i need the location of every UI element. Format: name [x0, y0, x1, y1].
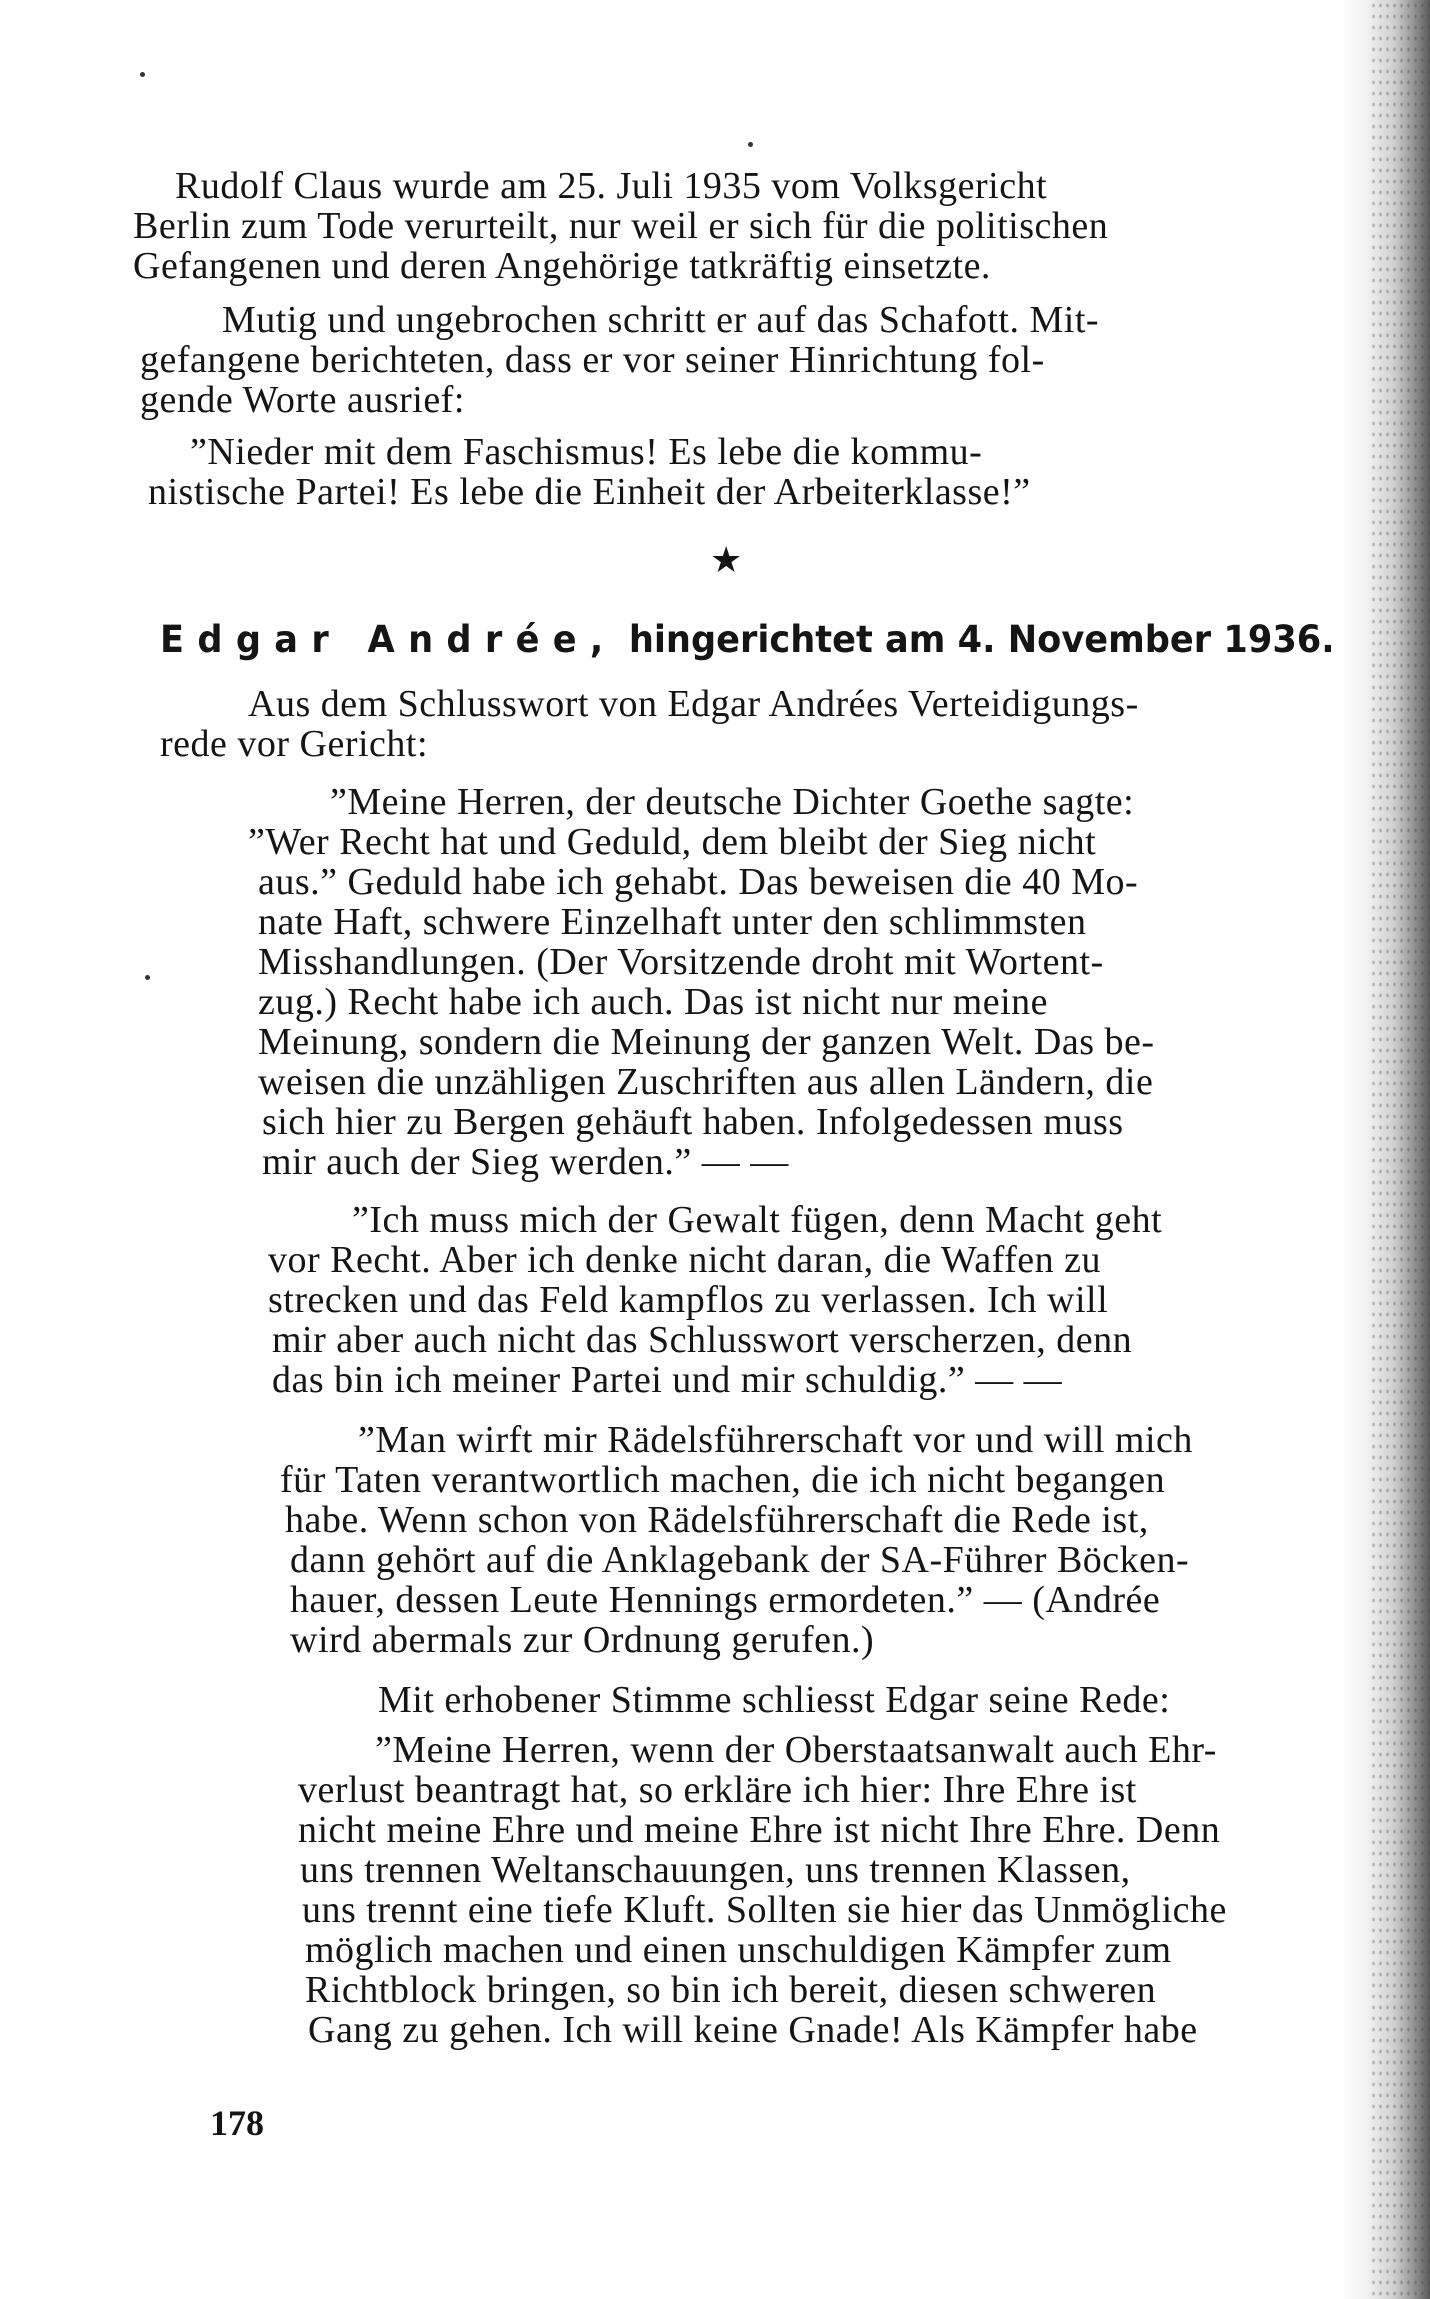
quote-line: sich hier zu Bergen gehäuft haben. Infolgedessen muss	[262, 1101, 1124, 1143]
quote-line: mir auch der Sieg werden.” — —	[262, 1141, 789, 1183]
quote-line: mir aber auch nicht das Schlusswort verscherzen, denn	[272, 1319, 1133, 1361]
quote-line: für Taten verantwortlich machen, die ich nicht begangen	[280, 1459, 1166, 1501]
quote-line: weisen die unzähligen Zuschriften aus allen Ländern, die	[258, 1061, 1154, 1103]
quote-line: hauer, dessen Leute Hennings ermordeten.” — (Andrée	[290, 1579, 1161, 1621]
separator-star: ★	[710, 540, 743, 581]
scan-speck	[748, 142, 753, 147]
quote-line: uns trennt eine tiefe Kluft. Sollten sie hier das Unmögliche	[302, 1889, 1227, 1931]
page-number: 178	[210, 2103, 264, 2143]
section-heading	[160, 620, 1335, 660]
quote-line: ”Wer Recht hat und Geduld, dem bleibt der Sieg nicht	[248, 821, 1097, 863]
quote-line: möglich machen und einen unschuldigen Kämpfer zum	[305, 1929, 1172, 1971]
quote-line: ”Meine Herren, wenn der Oberstaatsanwalt auch Ehr-	[375, 1729, 1217, 1771]
quote-line: ”Meine Herren, der deutsche Dichter Goethe sagte:	[330, 781, 1135, 823]
scan-speck	[145, 975, 150, 980]
quote-line: das bin ich meiner Partei und mir schuldig.” — —	[272, 1359, 1063, 1401]
quote-line: aus.” Geduld habe ich gehabt. Das beweisen die 40 Mo-	[258, 861, 1139, 903]
text-line: gende Worte ausrief:	[140, 379, 465, 421]
text-line: Berlin zum Tode verurteilt, nur weil er sich für die politischen	[133, 205, 1109, 247]
text-line: Aus dem Schlusswort von Edgar Andrées Verteidigungs-	[248, 683, 1139, 725]
quote-line: zug.) Recht habe ich auch. Das ist nicht nur meine	[258, 981, 1049, 1023]
quote-line: ”Ich muss mich der Gewalt fügen, denn Macht geht	[352, 1199, 1163, 1241]
quote-line: nicht meine Ehre und meine Ehre ist nicht Ihre Ehre. Denn	[298, 1809, 1221, 1851]
quote-line: dann gehört auf die Anklagebank der SA-Führer Böcken-	[290, 1539, 1190, 1581]
scan-speck	[140, 72, 145, 77]
quote-line: habe. Wenn schon von Rädelsführerschaft die Rede ist,	[285, 1499, 1149, 1541]
heading-name: Edgar Andrée,	[160, 618, 617, 661]
quote-line: Richtblock bringen, so bin ich bereit, diesen schweren	[305, 1969, 1157, 2011]
quote-line: verlust beantragt hat, so erkläre ich hier: Ihre Ehre ist	[298, 1769, 1137, 1811]
heading-date: hingerichtet am 4. November 1936.	[628, 618, 1335, 661]
text-line: Mutig und ungebrochen schritt er auf das Schafott. Mit-	[222, 299, 1100, 341]
text-line: Mit erhobener Stimme schliesst Edgar seine Rede:	[378, 1679, 1171, 1721]
quote-line: ”Nieder mit dem Faschismus! Es lebe die kommu-	[190, 431, 983, 473]
quote-line: vor Recht. Aber ich denke nicht daran, die Waffen zu	[268, 1239, 1101, 1281]
quote-line: nistische Partei! Es lebe die Einheit der Arbeiterklasse!”	[148, 471, 1031, 513]
quote-line: nate Haft, schwere Einzelhaft unter den schlimmsten	[258, 901, 1087, 943]
quote-line: Gang zu gehen. Ich will keine Gnade! Als Kämpfer habe	[308, 2009, 1198, 2051]
quote-line: wird abermals zur Ordnung gerufen.)	[290, 1619, 875, 1661]
text-line: rede vor Gericht:	[160, 723, 429, 765]
quote-line: strecken und das Feld kampflos zu verlassen. Ich will	[268, 1279, 1109, 1321]
quote-line: ”Man wirft mir Rädelsführerschaft vor und will mich	[358, 1419, 1193, 1461]
quote-line: uns trennen Weltanschauungen, uns trennen Klassen,	[300, 1849, 1131, 1891]
text-line: Rudolf Claus wurde am 25. Juli 1935 vom Volksgericht	[175, 165, 1048, 207]
text-line: Gefangenen und deren Angehörige tatkräftig einsetzte.	[133, 245, 991, 287]
quote-line: Meinung, sondern die Meinung der ganzen Welt. Das be-	[258, 1021, 1155, 1063]
quote-line: Misshandlungen. (Der Vorsitzende droht mit Wortent-	[258, 941, 1104, 983]
page-edge-speckle	[1370, 0, 1430, 2299]
text-line: gefangene berichteten, dass er vor seiner Hinrichtung fol-	[140, 339, 1045, 381]
